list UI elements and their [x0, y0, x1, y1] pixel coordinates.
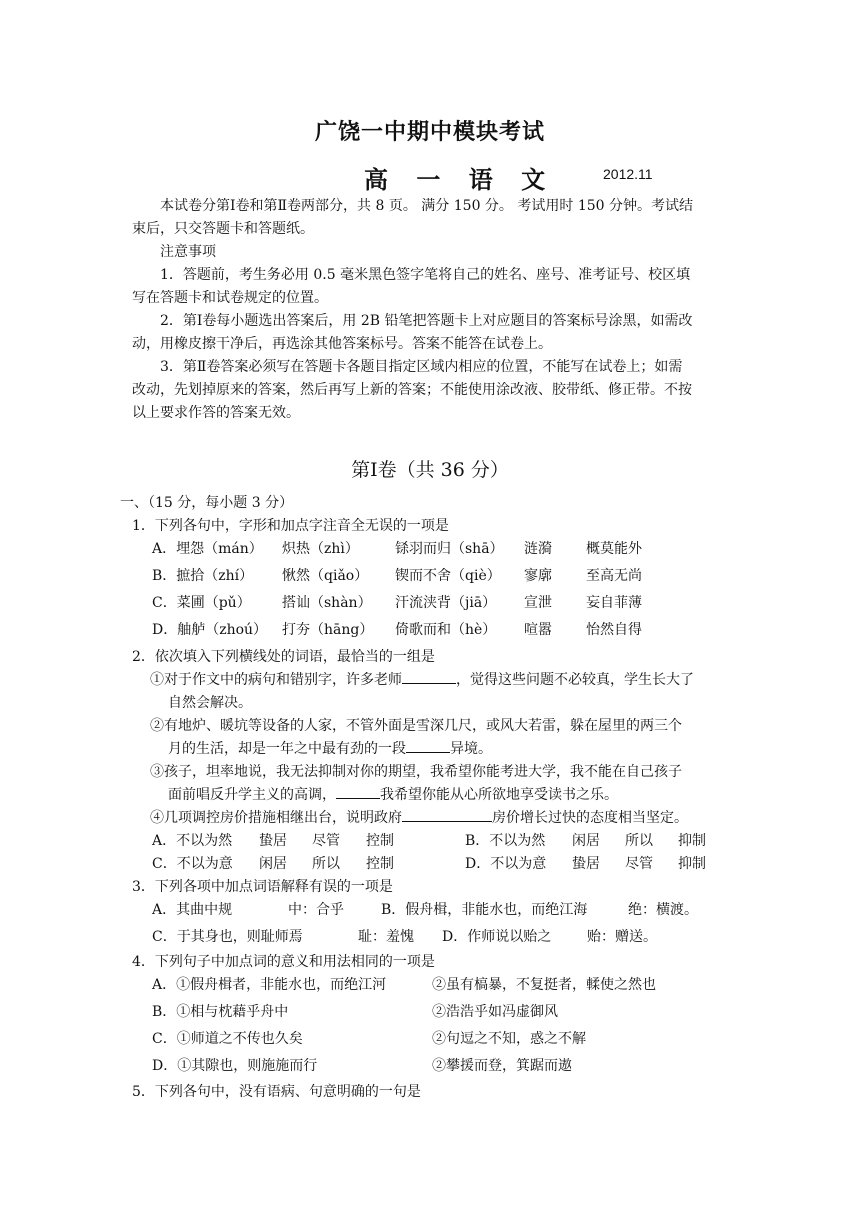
q1-option-b-word-3: 锲而不舍（qiè）: [395, 568, 501, 584]
notice-1-line-2: 写在答题卡和试卷规定的位置。: [132, 290, 328, 306]
q1-option-b-word-4: 寥廓: [524, 568, 552, 584]
q2-s2-part-b: 月的生活，却是一年之中最有劲的一段: [168, 741, 406, 757]
q4-option-d-1: D．①其隙也，则施施而行: [152, 1058, 318, 1074]
q2-option-c-word-4: 控制: [366, 856, 394, 872]
q3-option-b: B．假舟楫，非能水也，而绝江海: [381, 902, 588, 918]
part-heading: 一、（15 分，每小题 3 分）: [120, 495, 294, 511]
q1-option-a-word-2: 炽热（zhì）: [282, 541, 359, 557]
q2-s3-part-c: 我希望你能从心所欲地享受读书之乐。: [380, 787, 618, 803]
q1-option-d-word-3: 倚歌而和（hè）: [395, 622, 497, 638]
q1-option-d-word-5: 怡然自得: [586, 622, 642, 638]
q5-stem: 5．下列各句中，没有语病、句意明确的一句是: [132, 1084, 421, 1100]
q4-stem: 4．下列句子中加点词的意义和用法相同的一项是: [132, 954, 435, 970]
q3-stem: 3．下列各项中加点词语解释有误的一项是: [132, 879, 393, 895]
q3-option-b-gloss: 绝：横渡。: [628, 902, 698, 918]
q3-option-a: A．其曲中规: [152, 902, 233, 918]
q2-option-d: D．不以为意: [465, 856, 547, 872]
q2-s2-part-a: ②有地炉、暖坑等设备的人家，不管外面是雪深几尺，或风大若雷，躲在屋里的两三个: [150, 718, 682, 734]
q1-option-d-word-2: 打夯（hāng）: [282, 622, 374, 638]
notice-2-line-1: 2．第Ⅰ卷每小题选出答案后，用 2B 铅笔把答题卡上对应题目的答案标号涂黑，如需改: [160, 313, 693, 329]
q2-option-d-word-3: 尽管: [625, 856, 653, 872]
q4-option-c-1: C．①师道之不传也久矣: [152, 1031, 303, 1047]
q4-option-b-1: B．①相与枕藉乎舟中: [152, 1004, 289, 1020]
q2-sentence-3-cont: [168, 784, 618, 804]
exam-date: 2012.11: [603, 166, 653, 182]
q2-option-a-word-3: 尽管: [312, 833, 340, 849]
notice-3-line-1: 3．第Ⅱ卷答案必须写在答题卡各题目指定区域内相应的位置，不能写在试卷上；如需: [160, 359, 683, 375]
q2-sentence-2-cont: [168, 738, 492, 758]
notice-heading: 注意事项: [160, 244, 216, 260]
q2-s4-part-a: ④几项调控房价措施相继出台，说明政府: [150, 810, 402, 826]
exam-subject: 高 一 语 文: [364, 165, 556, 194]
notice-2-line-2: 动，用橡皮擦干净后，再选涂其他答案标号。答案不能答在试卷上。: [132, 336, 552, 352]
intro-line-2: 束后，只交答题卡和答题纸。: [132, 221, 314, 237]
q3-option-c: C．于其身也，则耻师焉: [152, 929, 303, 945]
q2-blank-3: [336, 798, 380, 799]
q2-s3-part-a: ③孩子，坦率地说，我无法抑制对你的期望，我希望你能考进大学，我不能在自己孩子: [150, 764, 682, 780]
q2-s3-part-b: 面前唱反升学主义的高调，: [168, 787, 336, 803]
q1-option-a-word-3: 铩羽而归（shā）: [395, 541, 504, 557]
q1-option-b-word-5: 至高无尚: [586, 568, 642, 584]
exam-title: 广饶一中期中模块考试: [314, 119, 545, 145]
q1-option-c-word-3: 汗流浃背（jiā）: [395, 595, 497, 611]
q2-option-d-word-4: 抑制: [678, 856, 706, 872]
q1-option-d: D．舳舻（zhoú）: [152, 622, 268, 638]
q2-option-b-word-4: 抑制: [678, 833, 706, 849]
q3-option-c-gloss: 耻：羞愧: [358, 929, 414, 945]
q2-s1-part-c: 自然会解决。: [168, 695, 252, 711]
q4-option-a-1: A．①假舟楫者，非能水也，而绝江河: [152, 977, 387, 993]
q2-option-b-word-2: 闲居: [572, 833, 600, 849]
q2-option-b-word-3: 所以: [625, 833, 653, 849]
q3-option-d: D．作师说以贻之: [442, 929, 552, 945]
q2-sentence-4: [150, 807, 688, 827]
q1-option-a-word-5: 概莫能外: [586, 541, 642, 557]
q1-option-a: A．埋怨（mán）: [152, 541, 263, 557]
q2-option-a: A．不以为然: [152, 833, 233, 849]
q2-blank-4: [402, 821, 492, 822]
intro-line-1: 本试卷分第Ⅰ卷和第Ⅱ卷两部分，共 8 页。 满分 150 分。 考试用时 150 分钟。考试结: [160, 198, 693, 214]
q2-s4-part-b: 房价增长过快的态度相当坚定。: [492, 810, 688, 826]
notice-3-line-3: 以上要求作答的答案无效。: [132, 405, 300, 421]
q2-option-a-word-2: 蛰居: [259, 833, 287, 849]
q1-option-d-word-4: 喧嚣: [524, 622, 552, 638]
notice-3-line-2: 改动，先划掉原来的答案，然后再写上新的答案；不能使用涂改液、胶带纸、修正带。不按: [132, 382, 692, 398]
q3-option-d-gloss: 贻：赠送。: [587, 929, 657, 945]
q3-option-a-gloss: 中：合乎: [288, 902, 344, 918]
notice-1-line-1: 1．答题前，考生务必用 0.5 毫米黑色签字笔将自己的姓名、座号、准考证号、校区填: [160, 267, 691, 283]
q2-option-a-word-4: 控制: [366, 833, 394, 849]
q2-option-d-word-2: 蛰居: [572, 856, 600, 872]
q2-option-c-word-2: 闲居: [259, 856, 287, 872]
q4-option-b-2: ②浩浩乎如冯虚御风: [432, 1004, 558, 1020]
q1-option-c-word-2: 搭讪（shàn）: [282, 595, 372, 611]
q1-option-a-word-4: 涟漪: [524, 541, 552, 557]
q2-option-c: C．不以为意: [152, 856, 233, 872]
q4-option-d-2: ②攀援而登，箕踞而遨: [432, 1058, 572, 1074]
q2-option-c-word-3: 所以: [312, 856, 340, 872]
q2-option-b: B．不以为然: [465, 833, 546, 849]
q1-option-c: C．菜圃（pǔ）: [152, 595, 251, 611]
q2-stem: 2．依次填入下列横线处的词语，最恰当的一组是: [132, 649, 435, 665]
q2-blank-1: [402, 683, 456, 684]
q1-stem: 1．下列各句中，字形和加点字注音全无误的一项是: [132, 518, 449, 534]
q2-s1-part-b: ，觉得这些问题不必较真，学生长大了: [456, 672, 694, 688]
q1-option-b: B．摭拾（zhí）: [152, 568, 254, 584]
q2-s1-part-a: ①对于作文中的病句和错别字，许多老师: [150, 672, 402, 688]
q2-s2-part-c: 异境。: [450, 741, 492, 757]
q4-option-c-2: ②句逗之不知，惑之不解: [432, 1031, 586, 1047]
q1-option-b-word-2: 愀然（qiǎo）: [282, 568, 369, 584]
q1-option-c-word-5: 妄自菲薄: [586, 595, 642, 611]
q2-blank-2: [406, 752, 450, 753]
section-heading: 第Ⅰ卷（共 36 分）: [351, 459, 509, 481]
q1-option-c-word-4: 宣泄: [524, 595, 552, 611]
q4-option-a-2: ②虽有槁暴，不复挺者，輮使之然也: [432, 977, 656, 993]
q2-sentence-1: [150, 669, 694, 689]
